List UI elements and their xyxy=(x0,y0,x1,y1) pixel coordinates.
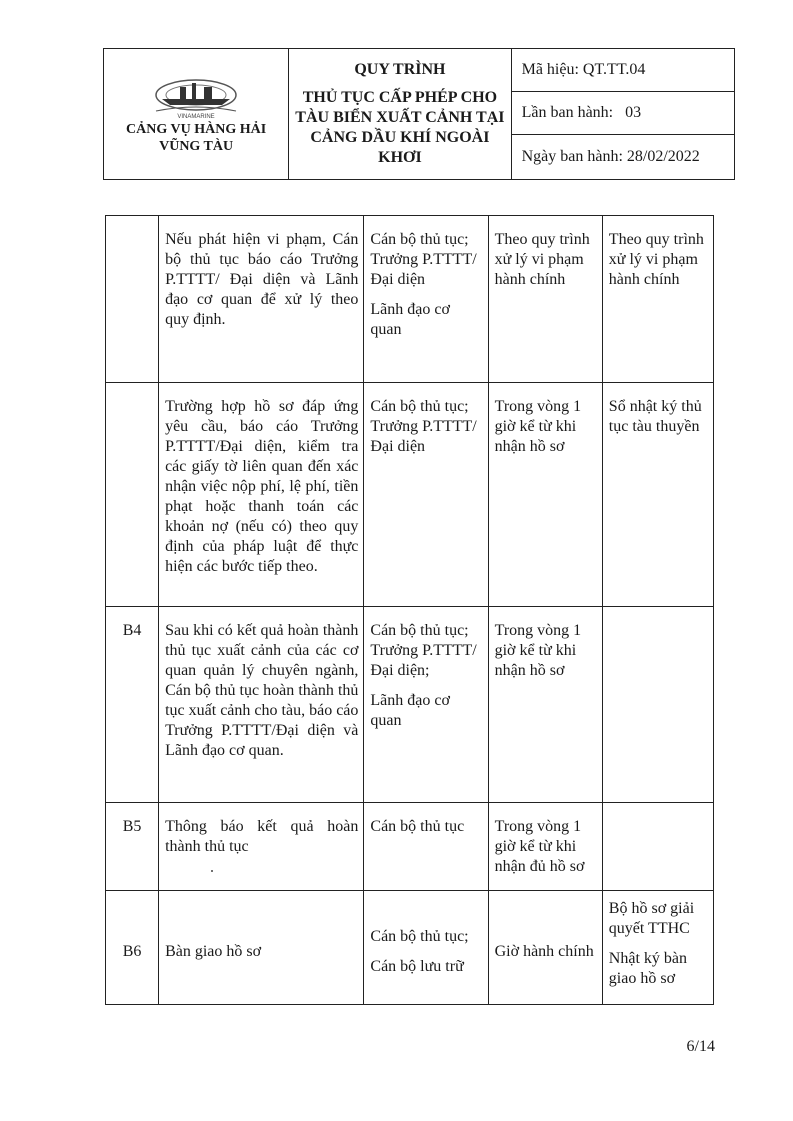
title-line-1: QUY TRÌNH xyxy=(354,61,446,78)
desc-cell: Bàn giao hồ sơ xyxy=(159,891,364,1005)
time-cell: Theo quy trình xử lý vi phạm hành chính xyxy=(488,216,602,383)
org-cell xyxy=(104,49,289,180)
issue-date: Ngày ban hành: 28/02/2022 xyxy=(511,135,734,180)
desc-cell: Nếu phát hiện vi phạm, Cán bộ thủ tục báo cáo Trưởng P.TTTT/ Đại diện và Lãnh đạo cơ quan để xử lý theo quy định. xyxy=(159,216,364,383)
table-row xyxy=(106,607,714,803)
step-cell: B6 xyxy=(106,891,159,1005)
edition-label: Lần ban hành: xyxy=(521,104,614,121)
desc-cell: Thông báo kết quả hoàn thành thủ tục xyxy=(159,803,364,891)
record-cell: Bộ hồ sơ giải quyết TTHC Nhật ký bàn giao hồ sơ xyxy=(602,891,713,1005)
desc-cell: Trường hợp hồ sơ đáp ứng yêu cầu, báo cáo Trưởng P.TTTT/Đại diện, kiểm tra các giấy tờ liên quan đến xác nhận việc nộp phí, lệ phí, tiền phạt hoặc thanh toán các khoản nợ (nếu có) theo quy định của pháp luật để thực hiện các bước tiếp theo. xyxy=(159,383,364,607)
table-row xyxy=(106,803,714,891)
document-header xyxy=(103,48,735,180)
table-row xyxy=(106,383,714,607)
org-name: CẢNG VỤ HÀNG HẢI VŨNG TÀU xyxy=(126,122,267,154)
scan-speck xyxy=(211,870,213,872)
edition-value: 03 xyxy=(625,104,642,121)
resp-cell: Cán bộ thủ tục; Cán bộ lưu trữ xyxy=(364,891,488,1005)
record-cell: Theo quy trình xử lý vi phạm hành chính xyxy=(602,216,713,383)
resp-cell: Cán bộ thủ tục; Trưởng P.TTTT/Đại diện Lãnh đạo cơ quan xyxy=(364,216,488,383)
step-cell: B4 xyxy=(106,607,159,803)
time-cell: Trong vòng 1 giờ kể từ khi nhận đủ hồ sơ xyxy=(488,803,602,891)
step-cell xyxy=(106,383,159,607)
edition-cell xyxy=(511,92,734,135)
table-row xyxy=(106,891,714,1005)
resp-cell: Cán bộ thủ tục xyxy=(364,803,488,891)
vinamarine-logo xyxy=(152,73,240,119)
desc-cell: Sau khi có kết quả hoàn thành thủ tục xuất cảnh của các cơ quan quản lý chuyên ngành, Cán bộ thủ tục hoàn thành thủ tục xuất cảnh cho tàu, báo cáo Trưởng P.TTTT/Đại diện và Lãnh đạo cơ quan. xyxy=(159,607,364,803)
table-row xyxy=(106,216,714,383)
record-cell xyxy=(602,607,713,803)
time-cell: Giờ hành chính xyxy=(488,891,602,1005)
procedure-table xyxy=(105,215,714,1005)
step-cell: B5 xyxy=(106,803,159,891)
svg-text:VINAMARINE: VINAMARINE xyxy=(177,114,215,119)
record-cell: Sổ nhật ký thủ tục tàu thuyền xyxy=(602,383,713,607)
doc-code: Mã hiệu: QT.TT.04 xyxy=(511,49,734,92)
record-cell xyxy=(602,803,713,891)
title-line-2: THỦ TỤC CẤP PHÉP CHO TÀU BIỂN XUẤT CẢNH TẠI CẢNG DẦU KHÍ NGOÀI KHƠI xyxy=(295,89,505,166)
procedure-title xyxy=(289,49,511,180)
time-cell: Trong vòng 1 giờ kể từ khi nhận hồ sơ xyxy=(488,383,602,607)
resp-cell: Cán bộ thủ tục; Trưởng P.TTTT/Đại diện xyxy=(364,383,488,607)
page-number: 6/14 xyxy=(686,1038,715,1055)
step-cell xyxy=(106,216,159,383)
time-cell: Trong vòng 1 giờ kể từ khi nhận hồ sơ xyxy=(488,607,602,803)
resp-cell: Cán bộ thủ tục; Trưởng P.TTTT/Đại diện; Lãnh đạo cơ quan xyxy=(364,607,488,803)
